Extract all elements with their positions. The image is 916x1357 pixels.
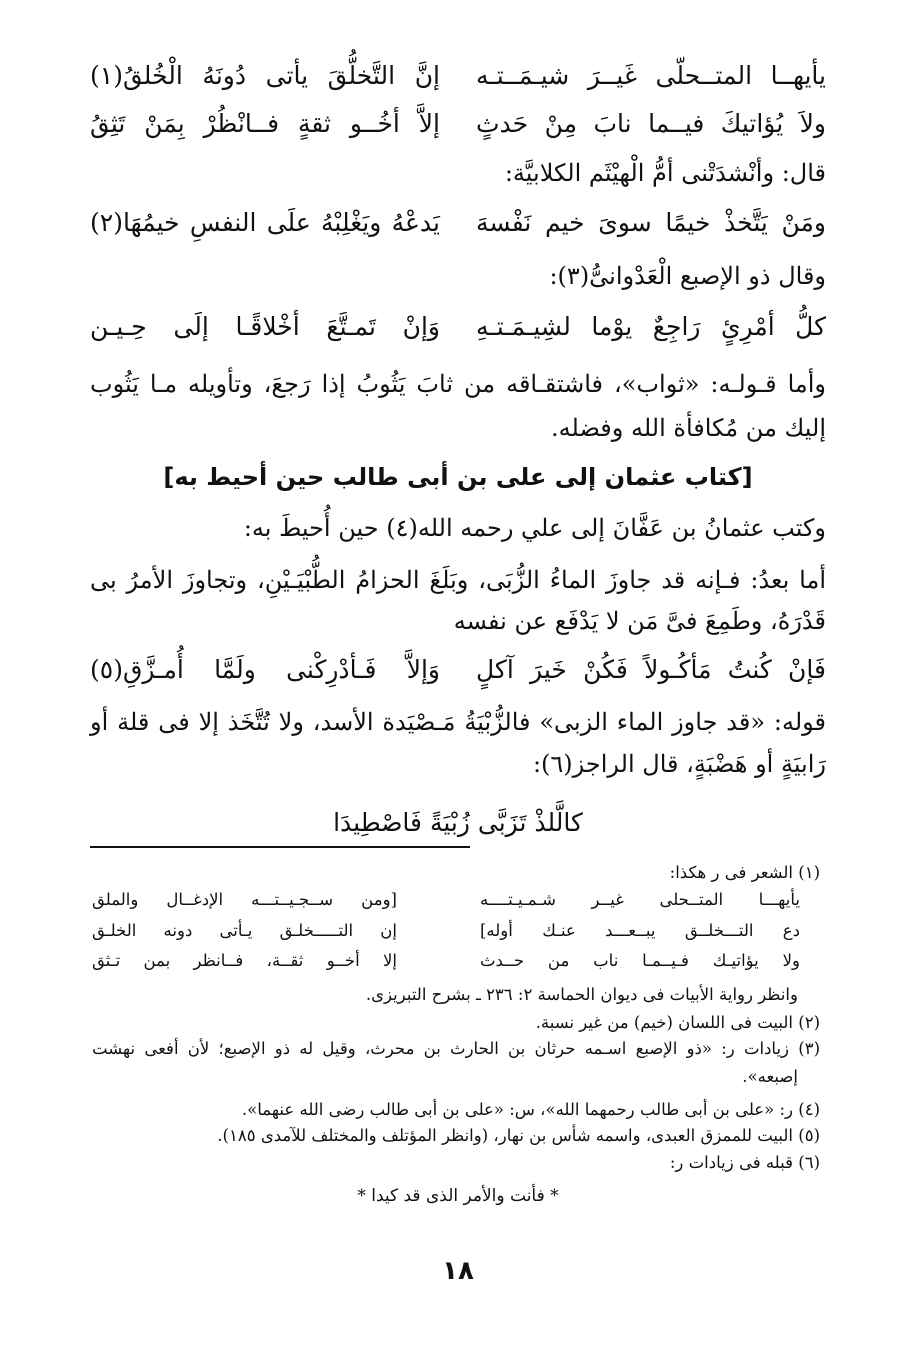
footnote-verse [92,947,820,975]
footnote-6-verse: * فأنت والأمر الذى قد كيدا * [357,1186,559,1206]
footnote-6: (٦) قبله فى زيادات ر: [669,1153,820,1172]
prose-line: قال: وأنْشدَتْنى أمُّ الْهيْثَم الكلابيَّة: [504,159,826,187]
verse-hemistich-first: فَإنْ كُنتُ مَأكُـولاً فَكُنْ خَيرَ آكلٍ [476,655,826,684]
verse-hemistich-second: وَإنْ تَمـتَّعَ أخْلاقًـا إلَى حِـيـن [90,312,440,341]
footnote-verse [92,886,820,914]
footnote-5: (٥) البيت للممزق العبدى، واسمه شأس بن نهار، (وانظر المؤتلف والمختلف للآمدى ١٨٥). [217,1126,820,1145]
verse-hemistich-first: ومَنْ يَتَّخذْ خيمًا سوىَ خيم نَفْسهَ [476,208,826,237]
footnote-hemistich-first: دع التـــخلــق يبــعـــد عنـك أوله] [480,921,800,940]
footnote-4: (٤) ر: «على بن أبى طالب رحمهما الله»، س: «على بن أبى طالب رضى الله عنهما». [241,1100,820,1119]
footnote-3-continued: إصبعه». [742,1067,798,1086]
footnote-1-note: وانظر رواية الأبيات فى ديوان الحماسة ٢: ٢٣٦ ـ بشرح التبريزى. [365,985,798,1004]
footnote-2: (٢) البيت فى اللسان (خيم) من غير نسبة. [535,1013,820,1032]
verse-hemistich-second: وَإلاَّ فَـأدْرِكْنى ولَمَّا أُمـزَّقِ(٥) [90,655,440,684]
verse-hemistich-second: يَدعْهُ ويَغْلِبْهُ علَى النفسِ خيمُهَا(٢) [90,208,440,237]
verse-hemistich-second: إنَّ التَّخلُّقَ يأتى دُونَهُ الْخُلقُ(١) [90,61,440,90]
page-number: ١٨ [442,1256,474,1286]
footnote-hemistich-second: إلا أخــو ثقــة، فــانظر بمن تـثق [92,951,397,970]
footnote-verse [92,917,820,945]
rajaz-verse: كالَّلذْ تَزَبَّى زُبْيَةً فَاصْطِيدَا [333,808,583,837]
section-heading: [كتاب عثمان إلى على بن أبى طالب حين أحيط به] [163,463,753,491]
verse-line [90,205,826,241]
paragraph-line: قَدْرَهُ، وطَمِعَ فىَّ مَن لا يَدْفَع عن نفسه [453,607,826,635]
paragraph-line: رَابيَةٍ أو هَضْبَةٍ، قال الراجز(٦): [532,750,826,778]
paragraph-line: أما بعدُ: فـإنه قد جاوزَ الماءُ الزُّبَى، وبَلَغَ الحزامُ الطُّبْيَـيْنِ، وتجاوزَ الأمرُ بى [90,566,826,594]
verse-line [90,58,826,94]
paragraph-line: إليك من مُكافأة الله وفضله. [551,414,826,442]
footnote-hemistich-second: إن التـــــخلـق يـأتى دونه الخلـق [92,921,397,940]
verse-hemistich-first: يأيهــا المتــحلّى غَيــرَ شيـمَــتـه [476,61,826,90]
footnote-hemistich-first: يأيهـــا المتــحلى غيــر شـمـيـتــــه [480,890,800,909]
verse-hemistich-first: ولاَ يُؤاتيكَ فيــما نابَ مِنْ حَدثٍ [476,109,826,138]
verse-hemistich-first: كلُّ أمْرِئٍ رَاجِعٌ يوْما لشِيـمَـتـهِ [476,312,826,341]
verse-line [90,652,826,688]
footnote-3: (٣) زيادات ر: «ذو الإصبع اسـمه حرثان بن الحارث بن محرث، وقيل له ذو الإصبع؛ لأن أفعى نهشت [92,1039,820,1058]
paragraph-line: وأما قـولـه: «ثواب»، فاشتقـاقه من ثابَ يَثُوبُ إذا رَجعَ، وتأويله مـا يَثُوب [90,370,826,398]
verse-line [90,309,826,345]
footnote-hemistich-first: ولا يؤاتيـك فـيــمـا ناب من حــدث [480,951,800,970]
verse-hemistich-second: إلاَّ أخُــو ثقةٍ فــانْظُرْ بِمَنْ تَثِقُ [90,109,440,138]
paragraph-line: وكتب عثمانُ بن عَفَّانَ إلى علي رحمه الله(٤) حين أُحيطَ به: [243,514,826,542]
footnote-hemistich-second: [ومن ســجـيــتـــه الإدغــال والملق [92,890,397,909]
paragraph-line: قوله: «قد جاوز الماء الزبى» فالزُّبْيَةُ مَـصْيَدة الأسد، ولا تُتَّخَذ إلا فى قلة أو [90,708,826,736]
prose-line: وقال ذو الإصبع الْعَدْوانىُّ(٣): [549,262,826,290]
footnote-1-intro: (١) الشعر فى ر هكذا: [669,863,820,882]
verse-line [90,106,826,142]
footnote-separator [90,846,470,848]
